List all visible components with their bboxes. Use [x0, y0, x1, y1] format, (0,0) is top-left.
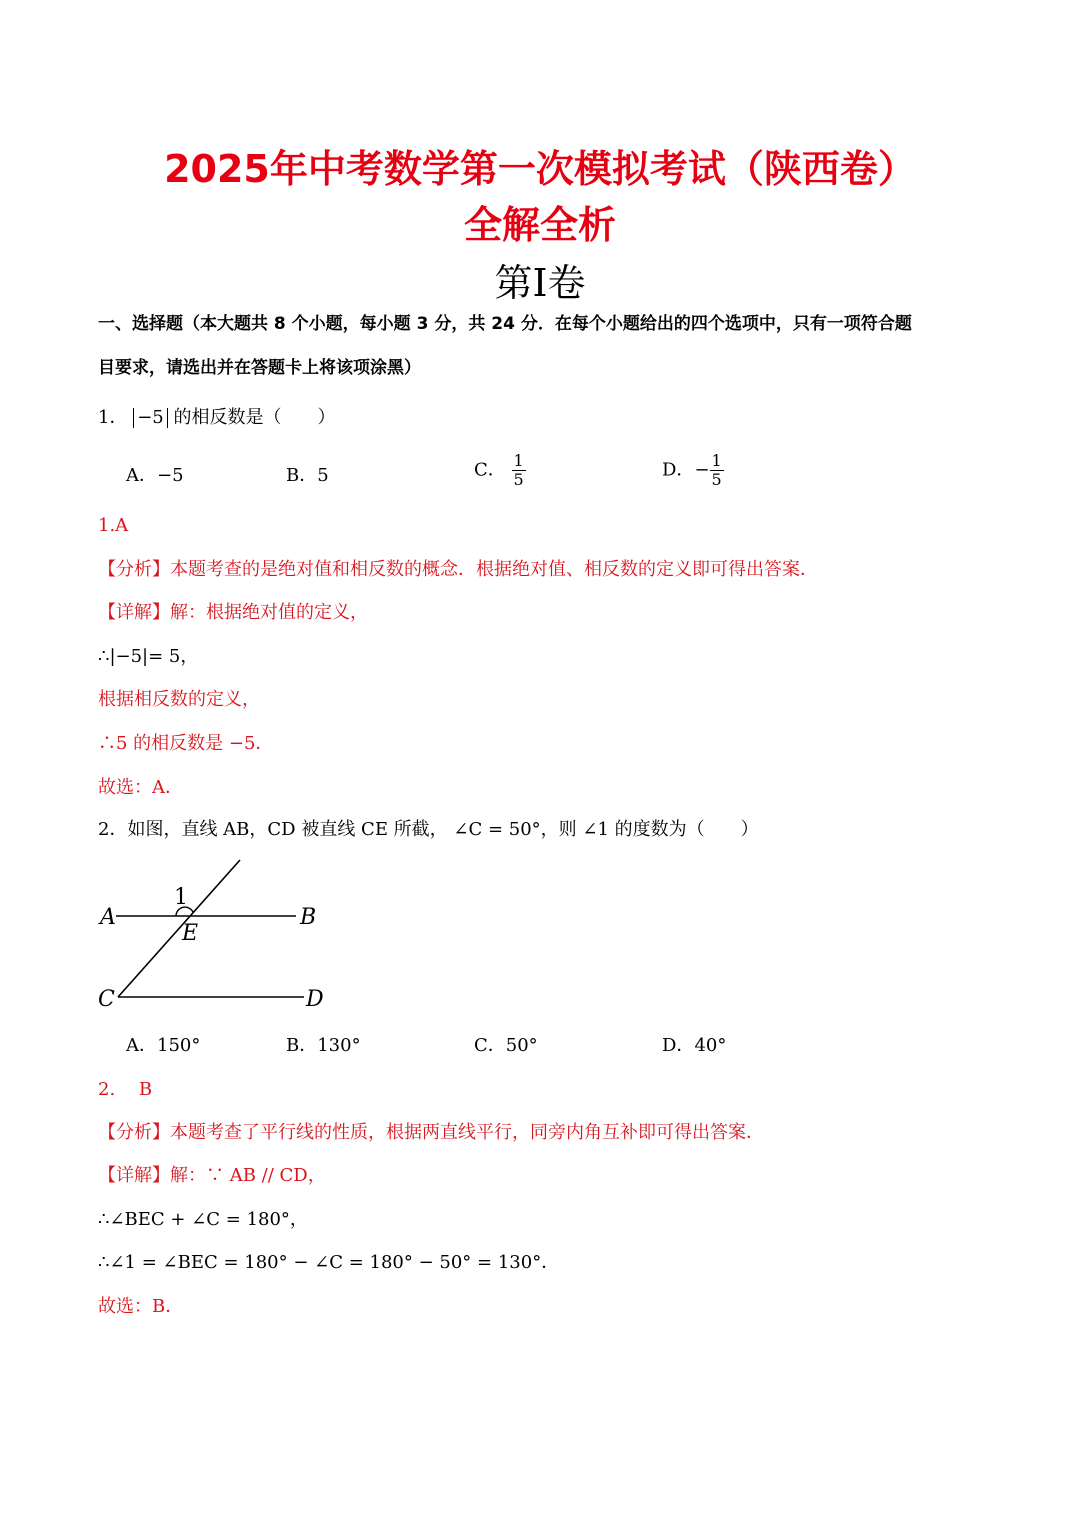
question-number: 2． [98, 819, 128, 840]
option-text: −5 [157, 465, 184, 486]
option-label: C． [474, 459, 506, 481]
fraction-denominator: 5 [711, 470, 722, 489]
q1-option-a[interactable] [126, 464, 184, 488]
document-title: 2025年中考数学第一次模拟考试（陕西卷） [164, 147, 916, 191]
label-d: D [306, 987, 324, 1012]
label-c: C [98, 987, 115, 1012]
detail-tag: 【详解】 [98, 1165, 170, 1186]
q1-analysis [98, 558, 818, 582]
option-label: C． [474, 1035, 506, 1056]
option-label: D． [662, 1035, 695, 1056]
q1-choice: 故选：A． [98, 777, 183, 798]
question-text: 的相反数是（ ） [173, 407, 336, 428]
q1-detail [98, 601, 368, 625]
fraction-denominator: 5 [513, 470, 524, 489]
q1-option-b[interactable] [286, 464, 329, 488]
analysis-tag: 【分析】 [98, 559, 170, 580]
detail-text: 解：根据绝对值的定义， [170, 602, 368, 623]
q1-option-c[interactable] [474, 452, 526, 489]
option-label: A． [126, 465, 157, 486]
q2-step-2: ∴∠1 = ∠BEC = 180° − ∠C = 180° − 50° = 130°． [98, 1252, 560, 1273]
label-angle-1: 1 [174, 885, 188, 910]
option-text: 130° [317, 1035, 361, 1056]
q1-answer: 1.A [98, 515, 129, 536]
q2-option-c[interactable] [474, 1034, 538, 1058]
fraction [710, 452, 724, 489]
detail-text: 解：∵ AB // CD， [170, 1165, 326, 1186]
volume-heading: 第I卷 [494, 261, 586, 305]
minus-sign: − [694, 459, 710, 481]
analysis-text: 本题考查了平行线的性质，根据两直线平行，同旁内角互补即可得出答案． [170, 1122, 764, 1143]
option-label: B． [286, 1035, 318, 1056]
question-2-stem [98, 818, 759, 842]
parallel-lines-figure [90, 852, 340, 1017]
question-number: 1． [98, 407, 128, 428]
absolute-value-expression: −5 [133, 408, 168, 428]
option-text: 5 [317, 465, 329, 486]
q2-choice: 故选：B． [98, 1296, 184, 1317]
q2-option-d[interactable] [662, 1034, 726, 1058]
section-instructions-line2: 目要求，请选出并在答题卡上将该项涂黑） [98, 358, 421, 378]
option-text: 150° [157, 1035, 201, 1056]
question-text: 如图，直线 AB，CD 被直线 CE 所截， ∠C = 50°，则 ∠1 的度数为（ ） [127, 819, 759, 840]
q2-answer: 2. B [98, 1079, 153, 1100]
question-1-stem [98, 406, 335, 430]
analysis-tag: 【分析】 [98, 1122, 170, 1143]
analysis-text: 本题考查的是绝对值和相反数的概念．根据绝对值、相反数的定义即可得出答案． [170, 559, 818, 580]
fraction-numerator: 1 [711, 451, 722, 470]
q1-option-d[interactable] [662, 452, 724, 489]
q2-option-a[interactable] [126, 1034, 200, 1058]
q1-step-2: 根据相反数的定义， [98, 689, 260, 710]
option-label: B． [286, 465, 318, 486]
option-text: 40° [694, 1035, 727, 1056]
q1-step-1: ∴|−5|= 5， [98, 646, 199, 667]
option-label: D． [662, 459, 695, 481]
detail-tag: 【详解】 [98, 602, 170, 623]
fraction-numerator: 1 [513, 451, 524, 470]
q2-analysis [98, 1121, 764, 1145]
q2-option-b[interactable] [286, 1034, 361, 1058]
option-label: A． [126, 1035, 157, 1056]
line-ce [118, 860, 240, 997]
option-text: 50° [505, 1035, 538, 1056]
label-e: E [182, 921, 199, 946]
section-instructions-line1: 一、选择题（本大题共 8 个小题，每小题 3 分，共 24 分．在每个小题给出的四个选项中，只有一项符合题 [98, 314, 912, 334]
q2-step-1: ∴∠BEC + ∠C = 180°， [98, 1209, 308, 1230]
label-a: A [100, 905, 116, 930]
document-subtitle: 全解全析 [463, 203, 616, 247]
fraction [512, 452, 526, 489]
label-b: B [300, 905, 317, 930]
q1-step-3: ∴5 的相反数是 −5． [98, 733, 274, 754]
q2-detail [98, 1164, 326, 1188]
